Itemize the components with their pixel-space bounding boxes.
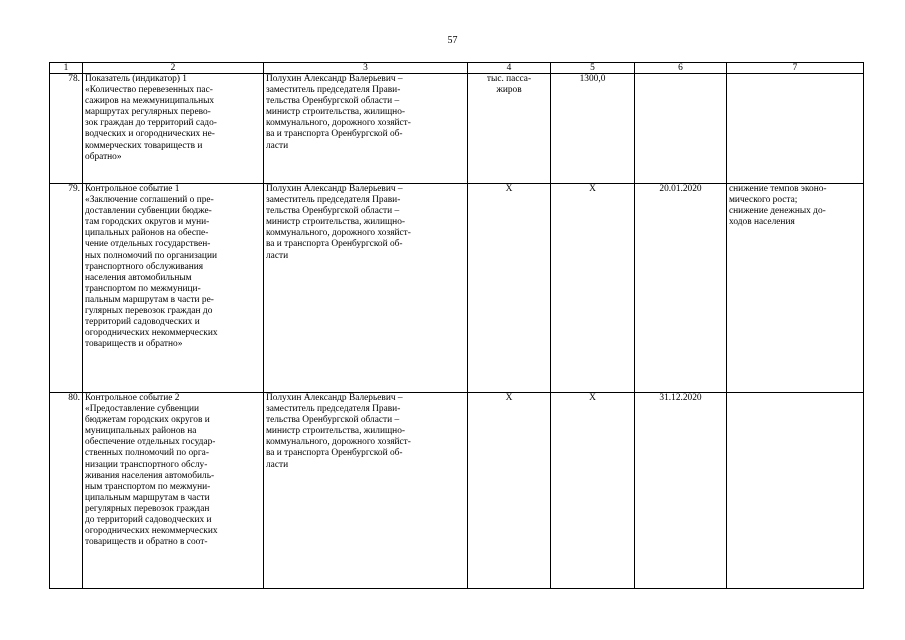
indicator-line: пальным маршрутам в части ре- — [85, 294, 214, 305]
indicator-line: водческих и огороднических не- — [85, 129, 215, 140]
unit-line: X — [505, 393, 513, 403]
page-number: 57 — [447, 35, 458, 46]
indicator-cell — [83, 393, 264, 589]
table-row — [50, 184, 864, 393]
column-header: 4 — [468, 63, 551, 74]
responsible-line: тельства Оренбургской области – — [266, 96, 400, 107]
indicator-line: огороднических некоммерческих — [85, 526, 218, 537]
indicator-line: товариществ и обратно» — [85, 339, 183, 350]
date-cell: 20.01.2020 — [635, 184, 727, 393]
table-row — [50, 74, 864, 184]
indicator-cell — [83, 74, 264, 184]
date-cell — [635, 74, 727, 184]
indicator-line: «Предоставление субвенции — [85, 404, 200, 415]
indicator-line: ных полномочий по организации — [85, 250, 217, 261]
unit-line: тыс. пасса- — [486, 74, 532, 84]
risk-line: ходов населения — [729, 217, 795, 228]
responsible-line: Полухин Александр Валерьевич – — [266, 393, 403, 403]
row-number: 78. — [50, 74, 83, 184]
indicator-line: маршрутах регулярных перево- — [85, 107, 211, 118]
indicator-line: низации транспортного обслу- — [85, 459, 208, 470]
unit-cell — [468, 74, 551, 184]
indicator-line: обеспечение отдельных государ- — [85, 437, 216, 448]
indicator-line: «Количество перевезенных пас- — [85, 85, 213, 96]
column-header: 3 — [264, 63, 468, 74]
risks-cell — [727, 184, 864, 393]
indicator-line: там городских округов и муни- — [85, 217, 210, 228]
column-header: 7 — [727, 63, 864, 74]
indicator-line: ным транспортом по межмуни- — [85, 481, 211, 492]
risk-line: снижение темпов эконо- — [729, 184, 827, 194]
indicator-line: регулярных перевозок граждан — [85, 503, 210, 514]
responsible-line: ласти — [266, 140, 289, 151]
indicator-line: Показатель (индикатор) 1 — [85, 74, 187, 84]
unit-cell — [468, 184, 551, 393]
indicator-line: товариществ и обратно в соот- — [85, 537, 208, 548]
unit-line: X — [505, 184, 513, 194]
responsible-line: министр строительства, жилищно- — [266, 426, 406, 437]
row-number: 80. — [50, 393, 83, 589]
responsible-line: ва и транспорта Оренбургской об- — [266, 448, 403, 459]
column-header: 2 — [83, 63, 264, 74]
indicator-line: ципальных районов на обеспе- — [85, 228, 209, 239]
indicator-cell — [83, 184, 264, 393]
table-header-row — [50, 63, 864, 74]
risks-cell — [727, 393, 864, 589]
indicator-line: бюджетам городских округов и — [85, 415, 210, 426]
indicator-line: живания населения автомобиль- — [85, 470, 215, 481]
responsible-line: тельства Оренбургской области – — [266, 206, 400, 217]
indicator-line: доставлении субвенции бюдже- — [85, 206, 212, 217]
responsible-line: тельства Оренбургской области – — [266, 415, 400, 426]
responsible-line: ва и транспорта Оренбургской об- — [266, 239, 403, 250]
document-table — [49, 62, 864, 589]
unit-line: жиров — [496, 85, 522, 96]
indicator-line: ципальным маршрутам в части — [85, 492, 210, 503]
indicator-line: территорий садоводческих и — [85, 317, 200, 328]
indicator-line: населения автомобильным — [85, 272, 192, 283]
responsible-line: заместитель председателя Прави- — [266, 85, 401, 96]
indicator-line: транспортом по межмуници- — [85, 283, 201, 294]
indicator-line: огороднических некоммерческих — [85, 328, 218, 339]
responsible-line: заместитель председателя Прави- — [266, 404, 401, 415]
indicator-line: обратно» — [85, 151, 122, 162]
indicator-line: зок граждан до территорий садо- — [85, 118, 217, 129]
responsible-line: ва и транспорта Оренбургской об- — [266, 129, 403, 140]
value-cell: X — [551, 184, 635, 393]
responsible-cell — [264, 184, 468, 393]
value-cell: X — [551, 393, 635, 589]
row-number: 79. — [50, 184, 83, 393]
unit-cell — [468, 393, 551, 589]
responsible-line: ласти — [266, 459, 289, 470]
indicator-line: до территорий садоводческих и — [85, 515, 212, 526]
responsible-line: министр строительства, жилищно- — [266, 217, 406, 228]
responsible-line: Полухин Александр Валерьевич – — [266, 184, 403, 194]
responsible-cell — [264, 74, 468, 184]
responsible-line: коммунального, дорожного хозяйст- — [266, 228, 411, 239]
responsible-line: заместитель председателя Прави- — [266, 195, 401, 206]
indicator-line: «Заключение соглашений о пре- — [85, 195, 214, 206]
responsible-cell — [264, 393, 468, 589]
responsible-line: министр строительства, жилищно- — [266, 107, 406, 118]
table-row — [50, 393, 864, 589]
responsible-line: Полухин Александр Валерьевич – — [266, 74, 403, 84]
risk-line: мического роста; — [729, 195, 798, 206]
indicator-line: Контрольное событие 2 — [85, 393, 180, 403]
indicator-line: гулярных перевозок граждан до — [85, 306, 213, 317]
column-header: 6 — [635, 63, 727, 74]
indicator-line: ственных полномочий по орга- — [85, 448, 209, 459]
indicator-line: муниципальных районов на — [85, 426, 197, 437]
risk-line: снижение денежных до- — [729, 206, 826, 217]
indicator-line: Контрольное событие 1 — [85, 184, 180, 194]
responsible-line: коммунального, дорожного хозяйст- — [266, 118, 411, 129]
risks-cell — [727, 74, 864, 184]
responsible-line: ласти — [266, 250, 289, 261]
indicator-line: сажиров на межмуниципальных — [85, 96, 215, 107]
date-cell: 31.12.2020 — [635, 393, 727, 589]
indicator-line: транспортного обслуживания — [85, 261, 204, 272]
column-header: 5 — [551, 63, 635, 74]
column-header: 1 — [50, 63, 83, 74]
indicator-line: чение отдельных государствен- — [85, 239, 211, 250]
value-cell: 1300,0 — [551, 74, 635, 184]
indicator-line: коммерческих товариществ и — [85, 140, 203, 151]
responsible-line: коммунального, дорожного хозяйст- — [266, 437, 411, 448]
